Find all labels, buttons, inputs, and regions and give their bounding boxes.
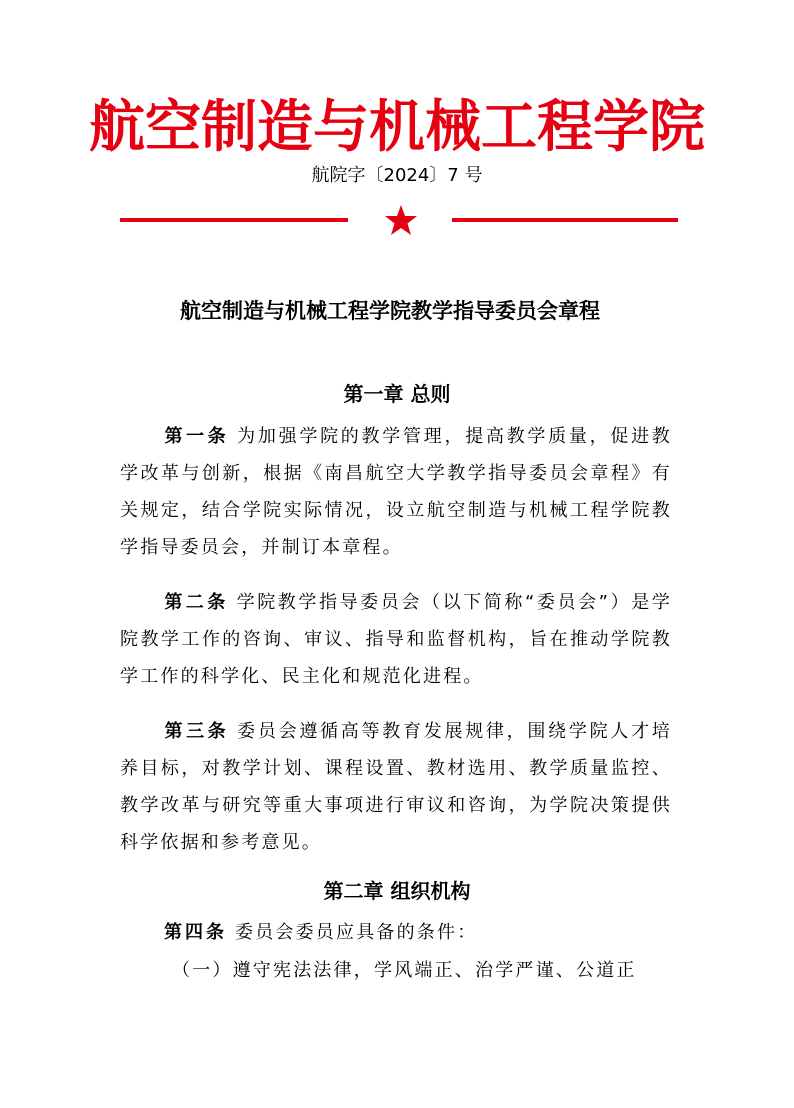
article-4-label: 第四条 — [164, 922, 227, 943]
article-3-text: 委员会遵循高等教育发展规律，围绕学院人才培养目标，对教学计划、课程设置、教材选用、教学质量监控、教学改革与研究等重大事项进行审议和咨询，为学院决策提供科学依据和参考意见。 — [120, 721, 673, 853]
chapter-heading-2: 第二章 组织机构 — [323, 879, 471, 903]
list-item-1 — [120, 952, 672, 989]
document-number: 航院字〔2024〕7 号 — [311, 165, 483, 186]
chapter-heading-1: 第一章 总则 — [343, 382, 451, 406]
article-1 — [120, 418, 672, 566]
red-rule-right — [452, 218, 678, 222]
institution-header: 航空制造与机械工程学院 — [89, 95, 705, 160]
article-1-text: 为加强学院的教学管理，提高教学质量，促进教学改革与创新，根据《南昌航空大学教学指导委员会章程》有关规定，结合学院实际情况，设立航空制造与机械工程学院教学指导委员会，并制订本章程。 — [120, 426, 673, 558]
article-3-label: 第三条 — [164, 721, 230, 742]
red-rule-left — [120, 218, 348, 222]
article-4 — [120, 914, 672, 951]
article-1-label: 第一条 — [164, 426, 230, 447]
list-item-1-text: （一）遵守宪法法律，学风端正、治学严谨、公道正 — [172, 960, 637, 981]
document-title: 航空制造与机械工程学院教学指导委员会章程 — [180, 299, 600, 323]
red-star-icon — [384, 203, 418, 237]
article-2-text: 学院教学指导委员会（以下简称“委员会”）是学院教学工作的咨询、审议、指导和监督机构，旨在推动学院教学工作的科学化、民主化和规范化进程。 — [120, 592, 672, 687]
article-4-text: 委员会委员应具备的条件： — [235, 922, 478, 943]
article-2 — [120, 584, 672, 695]
article-2-label: 第二条 — [164, 592, 229, 613]
article-3 — [120, 713, 672, 861]
